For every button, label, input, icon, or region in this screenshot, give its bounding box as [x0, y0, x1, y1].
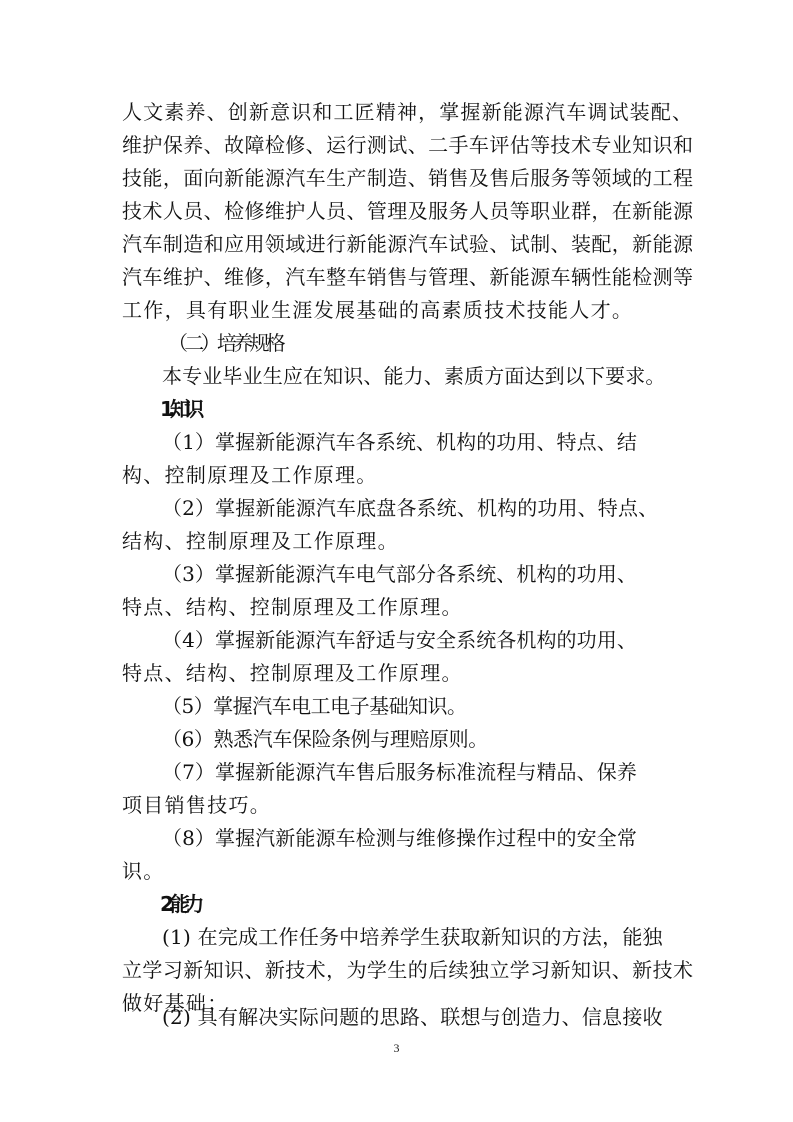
list-item-line: 特点、结构、控制原理及工作原理。 — [122, 661, 463, 685]
body-text-line: 技术人员、检修维护人员、管理及服务人员等职业群，在新能源 — [122, 199, 694, 223]
list-item-line: （8）掌握汽新能源车检测与维修操作过程中的安全常 — [162, 826, 637, 850]
list-item-line: 做好基础； — [122, 991, 229, 1015]
subsection-heading-ability: 2.能力 — [160, 892, 199, 916]
list-item-line: 识。 — [122, 859, 165, 883]
page-number: 3 — [393, 1041, 400, 1055]
list-item-line: （2）掌握新能源汽车底盘各系统、机构的功用、特点、 — [162, 496, 659, 520]
subsection-heading-knowledge: 1.知识 — [160, 397, 199, 421]
list-item-line: (2) 具有解决实际问题的思路、联想与创造力、信息接收 — [162, 1005, 663, 1029]
body-text-line: 维护保养、故障检修、运行测试、二手车评估等技术专业知识和 — [122, 133, 694, 157]
list-item-line: （1）掌握新能源汽车各系统、机构的功用、特点、结 — [162, 430, 637, 454]
body-text-line: 人文素养、创新意识和工匠精神，掌握新能源汽车调试装配、 — [122, 100, 694, 124]
body-text-line: 汽车维护、维修，汽车整车销售与管理、新能源车辆性能检测等 — [122, 265, 694, 289]
list-item-line: 特点、结构、控制原理及工作原理。 — [122, 595, 463, 619]
list-item-line: （5）掌握汽车电工电子基础知识。 — [162, 694, 467, 718]
body-text-line: 技能，面向新能源汽车生产制造、销售及售后服务等领域的工程 — [122, 166, 694, 190]
body-text-line: 本专业毕业生应在知识、能力、素质方面达到以下要求。 — [162, 364, 666, 388]
list-item-line: （3）掌握新能源汽车电气部分各系统、机构的功用、 — [162, 562, 637, 586]
list-item-line: （4）掌握新能源汽车舒适与安全系统各机构的功用、 — [162, 628, 637, 652]
body-text-line: 工作，具有职业生涯发展基础的高素质技术技能人才。 — [122, 298, 634, 322]
body-text-line: 汽车制造和应用领域进行新能源汽车试验、试制、装配，新能源 — [122, 232, 694, 256]
list-item-line: 立学习新知识、新技术，为学生的后续独立学习新知识、新技术 — [122, 958, 694, 982]
list-item-line: 结构、控制原理及工作原理。 — [122, 529, 399, 553]
list-item-line: （6）熟悉汽车保险条例与理赔原则。 — [162, 727, 488, 751]
list-item-line: (1) 在完成工作任务中培养学生获取新知识的方法，能独 — [162, 925, 663, 949]
list-item-line: （7）掌握新能源汽车售后服务标准流程与精品、保养 — [162, 760, 637, 784]
list-item-line: 构、控制原理及工作原理。 — [122, 463, 378, 487]
list-item-line: 项目销售技巧。 — [122, 793, 272, 817]
section-heading: （二）培养规格 — [168, 331, 283, 355]
